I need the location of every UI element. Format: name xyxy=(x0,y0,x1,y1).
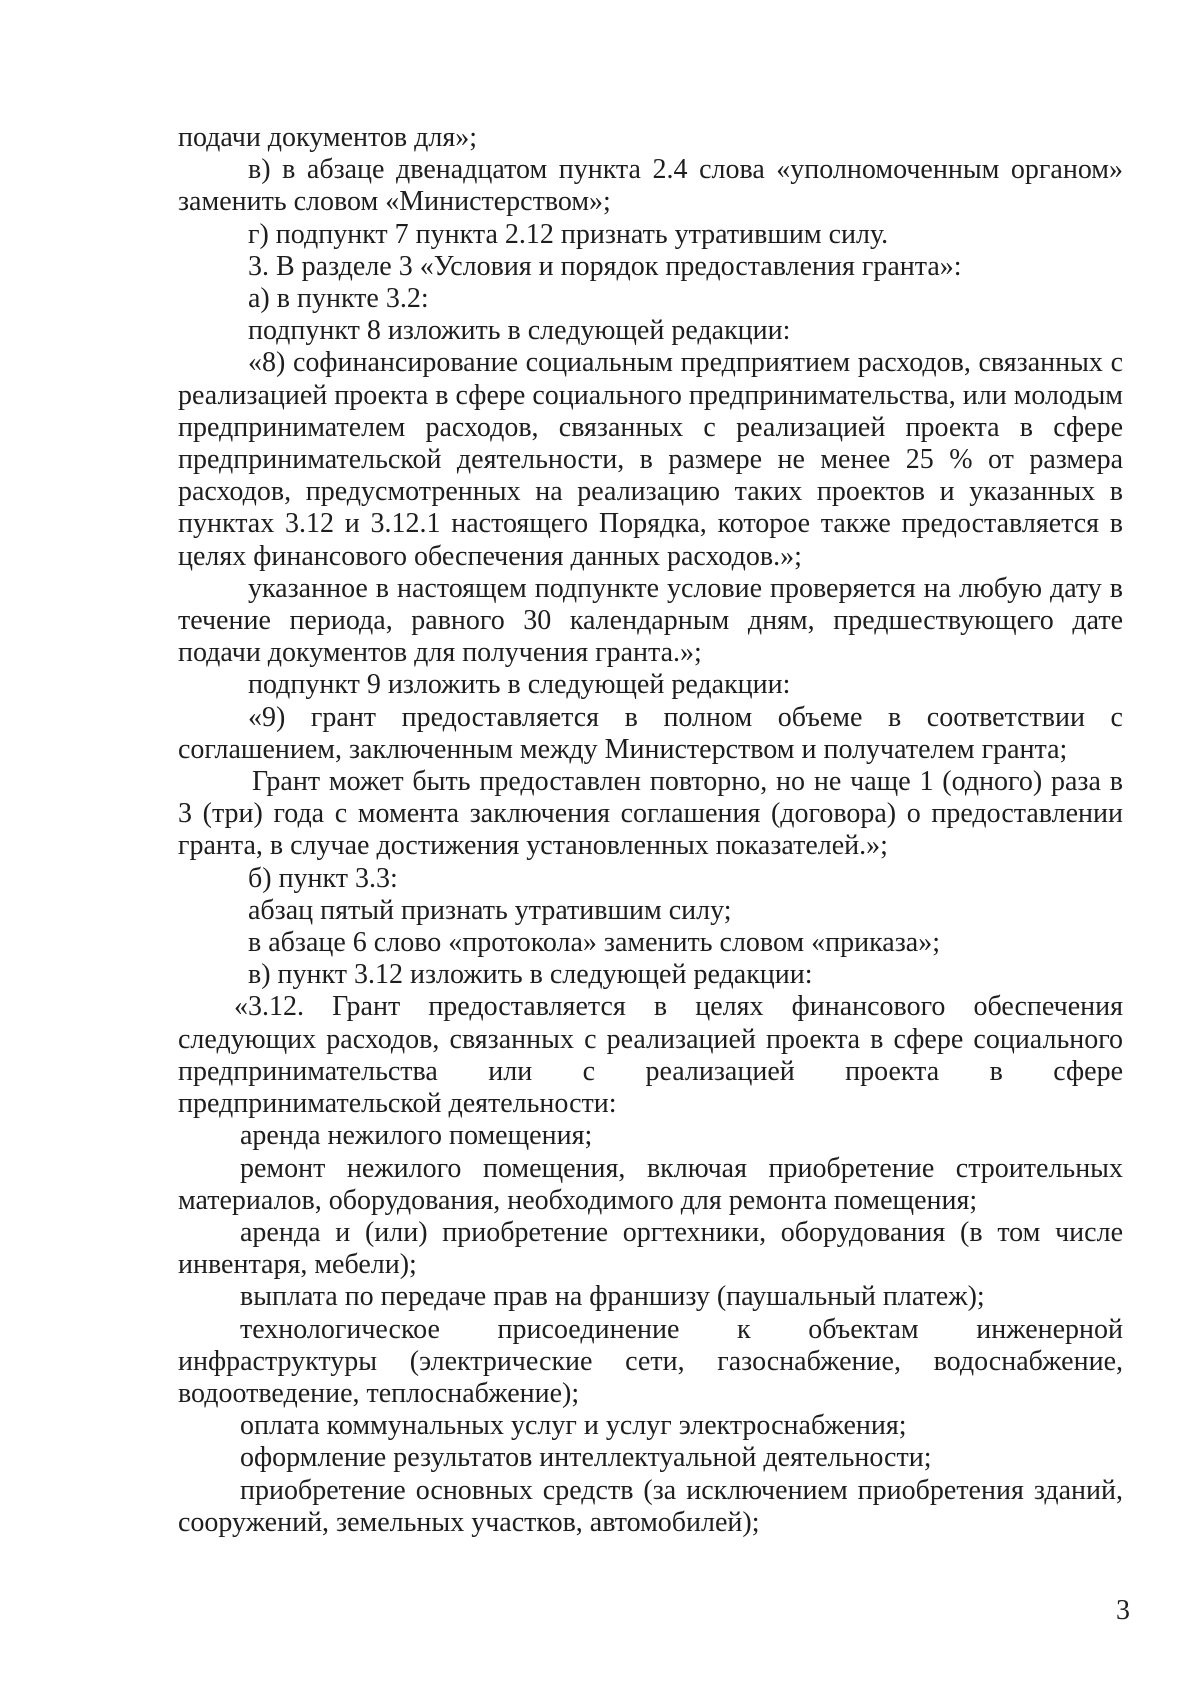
paragraph-21: технологическое присоединение к объектам инженерной инфраструктуры (электрические сети, газоснабжение, водоснабжение, водоотведение, теплоснабжение); xyxy=(178,1313,1123,1409)
paragraph-20: выплата по передаче прав на франшизу (паушальный платеж); xyxy=(240,1281,985,1313)
paragraph-5: а) в пункте 3.2: xyxy=(248,283,429,315)
paragraph-13: абзац пятый признать утратившим силу; xyxy=(248,894,732,926)
paragraph-17: аренда нежилого помещения; xyxy=(240,1120,593,1152)
document-body xyxy=(178,122,1123,1539)
paragraph-4: 3. В разделе 3 «Условия и порядок предоставления гранта»: xyxy=(248,250,962,282)
paragraph-3: г) подпункт 7 пункта 2.12 признать утратившим силу. xyxy=(248,218,889,250)
paragraph-10: «9) грант предоставляется в полном объеме в соответствии с соглашением, заключенным между Министерством и получателем гранта; xyxy=(178,701,1123,765)
paragraph-12: б) пункт 3.3: xyxy=(248,862,398,894)
paragraph-7: «8) софинансирование социальным предприятием расходов, связанных с реализацией проекта в сфере социального предпринимательства, или молодым предпринимателем расходов, связанных с реализацией проекта в сфере предпринимательской деятельности, в размере не менее 25 % от размера расходов, предусмотренных на реализацию таких проектов и указанных в пунктах 3.12 и 3.12.1 настоящего Порядка, которое также предоставляется в целях финансового обеспечения данных расходов.»; xyxy=(178,347,1123,572)
paragraph-18: ремонт нежилого помещения, включая приобретение строительных материалов, оборудования, необходимого для ремонта помещения; xyxy=(178,1152,1123,1216)
paragraph-15: в) пункт 3.12 изложить в следующей редакции: xyxy=(248,959,813,991)
paragraph-9: подпункт 9 изложить в следующей редакции: xyxy=(248,669,791,701)
paragraph-14: в абзаце 6 слово «протокола» заменить словом «приказа»; xyxy=(248,927,940,959)
page-number: 3 xyxy=(1116,1595,1130,1626)
paragraph-11: Грант может быть предоставлен повторно, но не чаще 1 (одного) раза в 3 (три) года с момента заключения соглашения (договора) о предоставлении гранта, в случае достижения установленных показателей.»; xyxy=(178,766,1123,862)
paragraph-24: приобретение основных средств (за исключением приобретения зданий, сооружений, земельных участков, автомобилей); xyxy=(178,1474,1123,1538)
paragraph-16: «3.12. Грант предоставляется в целях финансового обеспечения следующих расходов, связанных с реализацией проекта в сфере социального предпринимательства или с реализацией проекта в сфере предпринимательской деятельности: xyxy=(178,991,1123,1120)
paragraph-23: оформление результатов интеллектуальной деятельности; xyxy=(240,1442,932,1474)
paragraph-6: подпункт 8 изложить в следующей редакции: xyxy=(248,315,791,347)
paragraph-2: в) в абзаце двенадцатом пункта 2.4 слова «уполномоченным органом» заменить словом «Министерством»; xyxy=(178,154,1123,218)
paragraph-8: указанное в настоящем подпункте условие проверяется на любую дату в течение периода, равного 30 календарным дням, предшествующего дате подачи документов для получения гранта.»; xyxy=(178,572,1123,669)
paragraph-19: аренда и (или) приобретение оргтехники, оборудования (в том числе инвентаря, мебели); xyxy=(178,1216,1123,1281)
paragraph-22: оплата коммунальных услуг и услуг электроснабжения; xyxy=(240,1410,907,1442)
paragraph-1: подачи документов для»; xyxy=(178,122,477,153)
